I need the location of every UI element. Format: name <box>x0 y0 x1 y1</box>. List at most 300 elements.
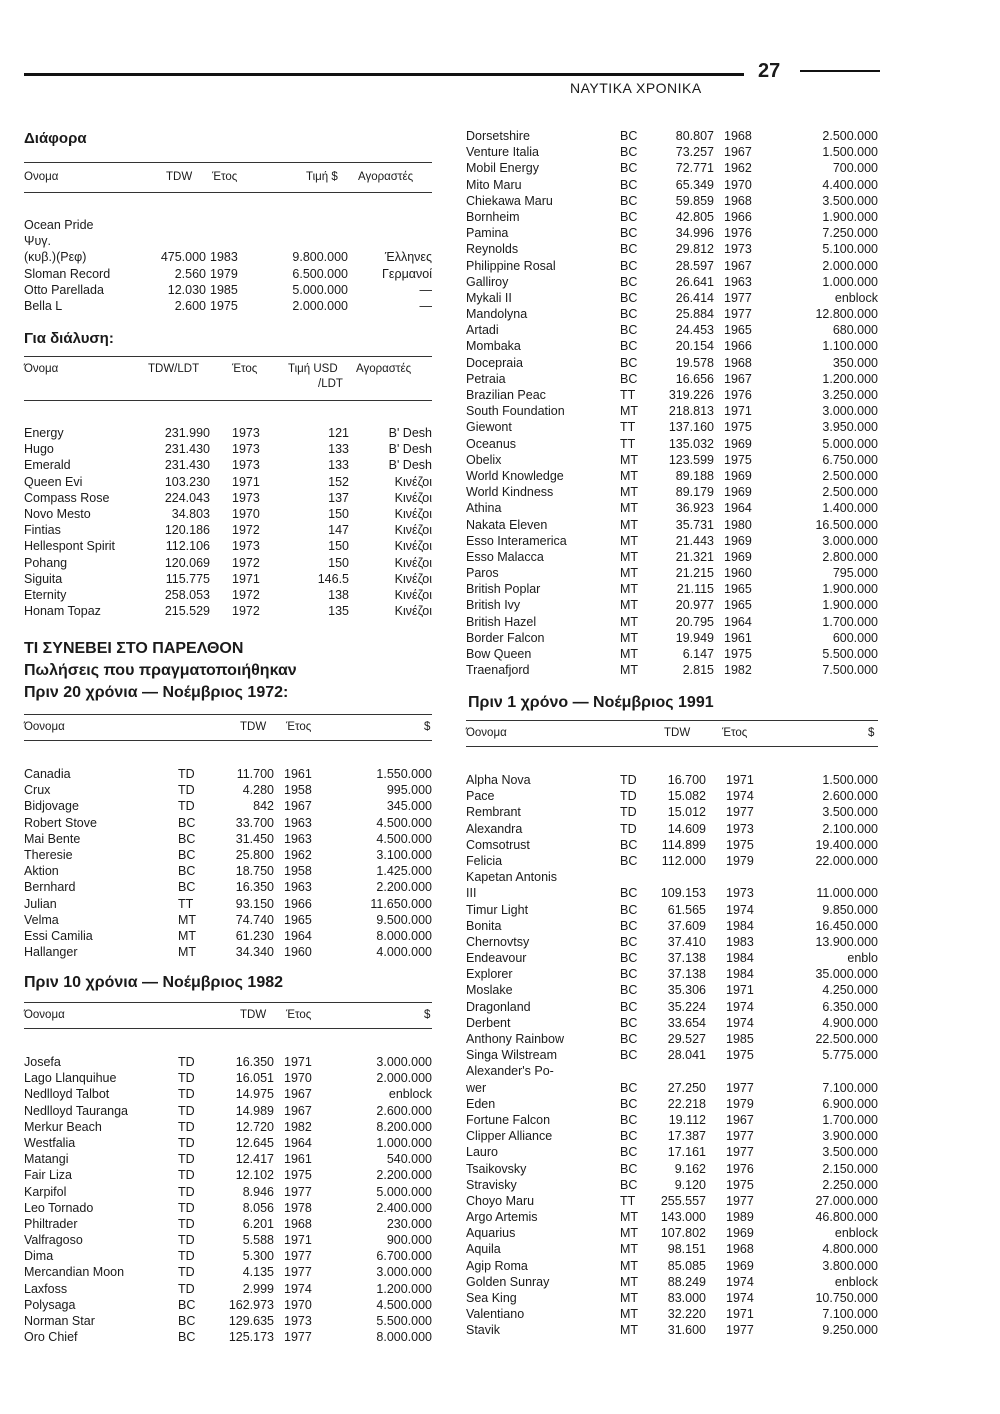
cell-tdw: 231.990 <box>164 426 210 440</box>
cell-price: 6.500.000 <box>292 266 348 281</box>
cell-name: wer <box>466 1080 487 1095</box>
cell-name: Endeavour <box>466 951 527 966</box>
cell-name: Josefa <box>24 1055 61 1069</box>
table-row <box>466 178 878 194</box>
cell-name: Esso Interamerica <box>466 533 567 548</box>
cell-name: Alpha Nova <box>466 773 531 787</box>
table-row <box>24 1136 432 1152</box>
table-header-diafora <box>24 170 432 186</box>
cell-name: Philtrader <box>24 1216 78 1231</box>
cell-buyer: Κινέζοι <box>394 604 432 619</box>
cell-buyer: Κινέζοι <box>394 474 432 489</box>
cell-type: TD <box>178 1071 195 1086</box>
cell-type: BC <box>620 209 638 224</box>
cell-type: BC <box>620 853 638 868</box>
cell-name: Mobil Energy <box>466 161 539 176</box>
table-row <box>466 1097 878 1113</box>
cell-name: World Kindness <box>466 485 554 500</box>
cell-type: MT <box>620 663 639 678</box>
header-rule <box>24 73 744 76</box>
cell-year: 1973 <box>232 442 260 457</box>
cell-year: 1966 <box>284 896 312 911</box>
cell-buyer: Έλληνες <box>384 250 432 265</box>
cell-name: Mai Bente <box>24 831 81 846</box>
table-row <box>466 501 878 517</box>
section-heading-1972: Πριν 20 χρόνια — Νοέμβριος 1972: <box>24 684 289 701</box>
cell-tdw: 2.999 <box>242 1281 274 1296</box>
cell-tdw: 26.641 <box>675 274 714 289</box>
cell-name: Petraia <box>466 371 506 386</box>
cell-name: Eden <box>466 1096 496 1111</box>
cell-tdw: 21.115 <box>676 582 714 597</box>
cell-name: World Knowledge <box>466 468 564 483</box>
cell-type: BC <box>620 1112 638 1127</box>
cell-name: Paros <box>466 566 499 581</box>
cell-year: 1971 <box>284 1055 312 1069</box>
cell-name: Julian <box>24 896 57 911</box>
table-row <box>466 822 878 838</box>
cell-type: BC <box>620 355 638 370</box>
table-row <box>466 1000 878 1016</box>
cell-tdw: 4.135 <box>242 1265 274 1280</box>
table-row <box>466 437 878 453</box>
cell-year: 1975 <box>726 837 754 852</box>
cell-price: 137 <box>328 490 349 505</box>
cell-year: 1958 <box>284 864 312 879</box>
table-row <box>466 919 878 935</box>
cell-year: 1982 <box>724 663 752 678</box>
cell-price: 1.200.000 <box>376 1281 432 1296</box>
table-row <box>466 1210 878 1226</box>
cell-name: Rembrant <box>466 805 521 820</box>
cell-year: 1973 <box>232 539 260 554</box>
table-row <box>466 854 878 870</box>
cell-type: TD <box>178 1103 195 1118</box>
cell-price: 46.800.000 <box>815 1210 878 1225</box>
cell-price: 121 <box>328 426 349 440</box>
cell-name: Matangi <box>24 1152 69 1167</box>
cell-year: 1973 <box>232 458 260 473</box>
cell-name: Chiekawa Maru <box>466 193 553 208</box>
cell-type: TT <box>178 896 194 911</box>
cell-buyer: — <box>419 298 432 313</box>
table-row <box>466 210 878 226</box>
cell-price: 3.500.000 <box>822 1145 878 1160</box>
cell-name: Docepraia <box>466 355 523 370</box>
cell-name: Bonita <box>466 918 502 933</box>
cell-type: BC <box>620 323 638 338</box>
cell-name: Galliroy <box>466 274 509 289</box>
table-rule <box>24 192 432 193</box>
col-name: Όονομα <box>466 727 507 739</box>
cell-year: 1960 <box>724 566 752 581</box>
cell-tdw: 21.215 <box>675 566 714 581</box>
cell-tdw: 93.150 <box>235 896 274 911</box>
cell-type: TT <box>620 436 636 451</box>
cell-tdw: 16.350 <box>235 1055 274 1069</box>
table-row <box>24 929 432 945</box>
table-row <box>466 1275 878 1291</box>
cell-year: 1975 <box>724 647 752 661</box>
cell-type: MT <box>620 404 639 419</box>
cell-year: 1977 <box>724 290 752 305</box>
table-1982 <box>24 1055 432 1346</box>
cell-name: Stavik <box>466 1323 501 1338</box>
cell-name: Canadia <box>24 767 71 781</box>
cell-price: 995.000 <box>386 783 432 798</box>
table-row <box>466 1178 878 1194</box>
cell-type: BC <box>620 1032 638 1046</box>
cell-buyer: Γερμανοί <box>382 266 432 281</box>
cell-year: 1965 <box>284 912 312 927</box>
cell-tdw: 15.012 <box>667 805 706 820</box>
cell-tdw: 14.989 <box>235 1103 274 1118</box>
cell-tdw: 12.102 <box>235 1168 274 1183</box>
table-row <box>24 1104 432 1120</box>
past-subtitle: Πωλήσεις που πραγματοποιήθηκαν <box>24 662 297 679</box>
table-row <box>466 1291 878 1307</box>
cell-price: 1.900.000 <box>822 582 878 597</box>
col-tdw: TDW <box>664 727 691 739</box>
cell-year: 1976 <box>724 226 752 241</box>
cell-name: Nedlloyd Talbot <box>24 1087 110 1102</box>
cell-name: Norman Star <box>24 1314 95 1328</box>
cell-name: Valfragoso <box>24 1233 83 1248</box>
cell-tdw: 2.600 <box>174 298 206 313</box>
cell-year: 1972 <box>232 604 260 619</box>
cell-year: 1977 <box>726 1080 754 1095</box>
cell-name: Westfalia <box>24 1135 76 1150</box>
cell-type: TT <box>620 1193 636 1208</box>
cell-year: 1963 <box>284 831 312 846</box>
cell-price: 5.775.000 <box>822 1048 878 1063</box>
cell-year: 1965 <box>724 582 752 597</box>
cell-price: 2.000.000 <box>822 258 878 273</box>
cell-type: BC <box>620 934 638 949</box>
cell-year: 1958 <box>284 783 312 798</box>
table-row <box>466 631 878 647</box>
cell-year: 1974 <box>726 902 754 917</box>
table-row <box>24 945 432 961</box>
table-row <box>466 773 878 789</box>
cell-tdw: 17.161 <box>667 1145 706 1160</box>
cell-tdw: 20.795 <box>675 614 714 629</box>
table-row <box>24 799 432 815</box>
cell-tdw: 25.884 <box>675 307 714 322</box>
cell-name: Oro Chief <box>24 1330 78 1345</box>
cell-name: Bornheim <box>466 209 520 224</box>
cell-type: MT <box>178 945 197 960</box>
col-year: Έτος <box>232 363 258 375</box>
cell-name: Mandolyna <box>466 307 528 322</box>
cell-price: 2.000.000 <box>376 1071 432 1086</box>
cell-year: 1971 <box>232 474 260 489</box>
cell-tdw: 162.973 <box>228 1297 274 1312</box>
cell-name: Mykali II <box>466 290 512 305</box>
cell-year: 1967 <box>724 258 752 273</box>
section-heading-1982: Πριν 10 χρόνια — Νοέμβριος 1982 <box>24 974 284 991</box>
cell-name: Felicia <box>466 853 503 868</box>
table-row <box>24 588 432 604</box>
cell-type: BC <box>620 1145 638 1160</box>
cell-year: 1972 <box>232 555 260 570</box>
cell-tdw: 258.053 <box>164 587 210 602</box>
table-row <box>466 582 878 598</box>
cell-type: TD <box>178 767 195 781</box>
cell-name: Comsotrust <box>466 837 530 852</box>
cell-type: BC <box>620 951 638 966</box>
cell-year: 1977 <box>724 307 752 322</box>
cell-tdw: 61.230 <box>235 928 274 943</box>
cell-name: Otto Parellada <box>24 282 104 297</box>
cell-price: 150 <box>328 555 349 570</box>
cell-year: 1973 <box>232 426 260 440</box>
cell-buyer: Κινέζοι <box>394 506 432 521</box>
col-name: Όονομα <box>24 721 65 733</box>
table-row <box>24 1298 432 1314</box>
cell-name: Nakata Eleven <box>466 517 548 532</box>
cell-name: Lago Llanquihue <box>24 1071 117 1086</box>
cell-type: BC <box>620 145 638 160</box>
cell-year: 1978 <box>284 1200 312 1215</box>
cell-tdw: 21.321 <box>675 549 714 564</box>
cell-tdw: 319.226 <box>668 388 714 402</box>
table-row <box>24 1249 432 1265</box>
table-row <box>24 1201 432 1217</box>
cell-tdw: 11.700 <box>236 767 274 781</box>
cell-price: 2.200.000 <box>376 880 432 895</box>
cell-price: 150 <box>328 506 349 521</box>
cell-name: Argo Artemis <box>466 1210 538 1225</box>
running-title: ΝΑΥΤΙΚΑ ΧΡΟΝΙΚΑ <box>570 80 702 96</box>
table-row <box>24 539 432 555</box>
cell-tdw: 125.173 <box>228 1330 274 1345</box>
cell-tdw: 2.560 <box>174 266 206 281</box>
table-row <box>24 848 432 864</box>
col-tdw: TDW <box>240 721 267 733</box>
cell-type: BC <box>620 307 638 322</box>
cell-price: 4.500.000 <box>376 1297 432 1312</box>
cell-buyer: Κινέζοι <box>394 490 432 505</box>
col-price: Τιμή $ <box>306 171 338 183</box>
table-row <box>466 903 878 919</box>
cell-price: 138 <box>328 587 349 602</box>
cell-price: 3.100.000 <box>376 847 432 862</box>
cell-year: 1973 <box>724 242 752 257</box>
cell-tdw: 12.417 <box>235 1152 274 1167</box>
col-name: Όονομα <box>24 1009 65 1021</box>
cell-buyer: Κινέζοι <box>394 587 432 602</box>
col-price-unit: /LDT <box>318 378 343 390</box>
table-row <box>466 1113 878 1129</box>
cell-price: 6.750.000 <box>822 452 878 467</box>
cell-tdw: 20.977 <box>675 598 714 613</box>
section-heading-1991: Πριν 1 χρόνο — Νοέμβριος 1991 <box>468 694 714 711</box>
cell-type: BC <box>620 1080 638 1095</box>
cell-tdw: 5.300 <box>242 1249 274 1264</box>
cell-year: 1977 <box>284 1330 312 1345</box>
cell-price: 3.000.000 <box>822 404 878 419</box>
cell-buyer: Κινέζοι <box>394 555 432 570</box>
cell-price: 2.600.000 <box>376 1103 432 1118</box>
cell-price: enblo <box>847 951 878 966</box>
cell-tdw: 59.859 <box>675 193 714 208</box>
cell-tdw: 103.230 <box>164 474 210 489</box>
cell-price: 27.000.000 <box>815 1193 878 1208</box>
table-row <box>466 356 878 372</box>
cell-name: Agip Roma <box>466 1258 528 1273</box>
table-diafora <box>24 218 432 315</box>
cell-price: 13.900.000 <box>815 934 878 949</box>
table-row <box>24 458 432 474</box>
cell-price: 19.400.000 <box>815 837 878 852</box>
cell-name: Moslake <box>466 983 513 998</box>
cell-year: 1967 <box>284 1087 312 1102</box>
table-row <box>466 453 878 469</box>
table-row <box>466 275 878 291</box>
cell-type: BC <box>178 831 196 846</box>
cell-year: 1974 <box>726 789 754 804</box>
cell-tdw: 12.720 <box>235 1119 274 1134</box>
cell-year: 1965 <box>724 598 752 613</box>
cell-type: BC <box>178 1314 196 1328</box>
cell-tdw: 73.257 <box>675 145 714 160</box>
cell-type: BC <box>620 1161 638 1176</box>
cell-year: 1973 <box>284 1314 312 1328</box>
cell-tdw: 8.946 <box>242 1184 274 1199</box>
cell-name: Venture Italia <box>466 145 539 160</box>
table-row <box>24 572 432 588</box>
cell-year: 1977 <box>726 1323 754 1338</box>
cell-tdw: 120.069 <box>164 555 210 570</box>
cell-type: BC <box>620 193 638 208</box>
table-row <box>466 291 878 307</box>
cell-name: Aquarius <box>466 1226 516 1241</box>
cell-tdw: 19.112 <box>668 1112 706 1127</box>
cell-type: TD <box>178 799 195 814</box>
cell-year: 1974 <box>726 1291 754 1305</box>
cell-type: BC <box>620 242 638 257</box>
cell-price: 2.800.000 <box>822 549 878 564</box>
cell-year: 1965 <box>724 323 752 338</box>
cell-type: BC <box>178 815 196 830</box>
cell-price: 3.900.000 <box>822 1129 878 1144</box>
cell-year: 1971 <box>232 571 260 586</box>
cell-type: TD <box>178 1184 195 1199</box>
cell-price: 7.100.000 <box>822 1080 878 1095</box>
table-row <box>466 1129 878 1145</box>
table-rule <box>24 1002 432 1003</box>
cell-name: Artadi <box>466 323 499 338</box>
cell-type: TD <box>178 1087 195 1102</box>
past-title: ΤΙ ΣΥΝΕΒΕΙ ΣΤΟ ΠΑΡΕΛΘΟΝ <box>24 640 244 657</box>
cell-name: Alexander's Po- <box>466 1064 554 1079</box>
cell-name: Essi Camilia <box>24 928 93 943</box>
cell-tdw: 215.529 <box>164 604 210 619</box>
cell-name: South Foundation <box>466 404 565 419</box>
cell-name: Stravisky <box>466 1177 517 1192</box>
cell-year: 1977 <box>284 1249 312 1264</box>
cell-name: British Poplar <box>466 582 541 597</box>
cell-price: 700.000 <box>832 161 878 176</box>
cell-name: Tsaikovsky <box>466 1161 527 1176</box>
cell-name: Hellespont Spirit <box>24 539 116 554</box>
table-rule <box>24 740 432 741</box>
table-1991 <box>466 773 878 1340</box>
table-row <box>466 1226 878 1242</box>
cell-name: Sloman Record <box>24 266 111 281</box>
cell-year: 1974 <box>726 1015 754 1030</box>
cell-tdw: 12.645 <box>235 1135 274 1150</box>
cell-price: 3.800.000 <box>822 1258 878 1273</box>
cell-year: 1976 <box>726 1161 754 1176</box>
cell-year: 1971 <box>284 1233 312 1248</box>
cell-year: 1985 <box>726 1032 754 1046</box>
cell-name: Sea King <box>466 1291 517 1305</box>
cell-price: enblock <box>388 1087 432 1102</box>
cell-tdw: 37.138 <box>667 967 706 982</box>
cell-type: BC <box>620 226 638 241</box>
cell-type: BC <box>620 983 638 998</box>
cell-tdw: 475.000 <box>160 250 206 265</box>
table-row <box>466 145 878 161</box>
cell-name: Bernhard <box>24 880 76 895</box>
cell-type: MT <box>620 582 639 597</box>
cell-year: 1975 <box>284 1168 312 1183</box>
table-row <box>24 864 432 880</box>
cell-name: Honam Topaz <box>24 604 101 619</box>
cell-tdw: 29.812 <box>675 242 714 257</box>
cell-name: Crux <box>24 783 51 798</box>
col-year: Έτος <box>722 727 748 739</box>
cell-tdw: 6.201 <box>242 1216 274 1231</box>
cell-type: MT <box>620 549 639 564</box>
cell-tdw: 842 <box>253 799 274 814</box>
cell-tdw: 31.600 <box>667 1323 706 1338</box>
cell-tdw: 16.656 <box>675 371 714 386</box>
cell-price: 9.500.000 <box>376 912 432 927</box>
cell-name: Traenafjord <box>466 663 530 678</box>
col-buyers: Αγοραστές <box>356 363 412 375</box>
cell-name: Queen Evi <box>24 474 83 489</box>
cell-type: TD <box>620 789 637 804</box>
cell-name: Mito Maru <box>466 177 522 192</box>
table-row <box>466 1032 878 1048</box>
table-row <box>24 1071 432 1087</box>
header-rule-right <box>800 70 880 72</box>
table-row <box>466 1323 878 1339</box>
table-row <box>466 1162 878 1178</box>
cell-type: TD <box>178 1233 195 1248</box>
table-row <box>24 1282 432 1298</box>
cell-name: Kapetan Antonis <box>466 870 558 885</box>
table-rule <box>24 714 432 715</box>
cell-year: 1975 <box>724 452 752 467</box>
cell-price: 900.000 <box>386 1233 432 1248</box>
cell-tdw: 33.700 <box>235 815 274 830</box>
table-row <box>24 880 432 896</box>
cell-name: Giewont <box>466 420 512 435</box>
cell-type: MT <box>620 647 639 661</box>
cell-year: 1975 <box>726 1048 754 1063</box>
cell-name: Hugo <box>24 442 54 457</box>
table-rule <box>466 720 878 721</box>
cell-year: 1967 <box>724 145 752 160</box>
cell-buyer: Κινέζοι <box>394 523 432 538</box>
cell-type: TD <box>620 805 637 820</box>
cell-year: 1964 <box>284 928 312 943</box>
cell-type: MT <box>620 468 639 483</box>
